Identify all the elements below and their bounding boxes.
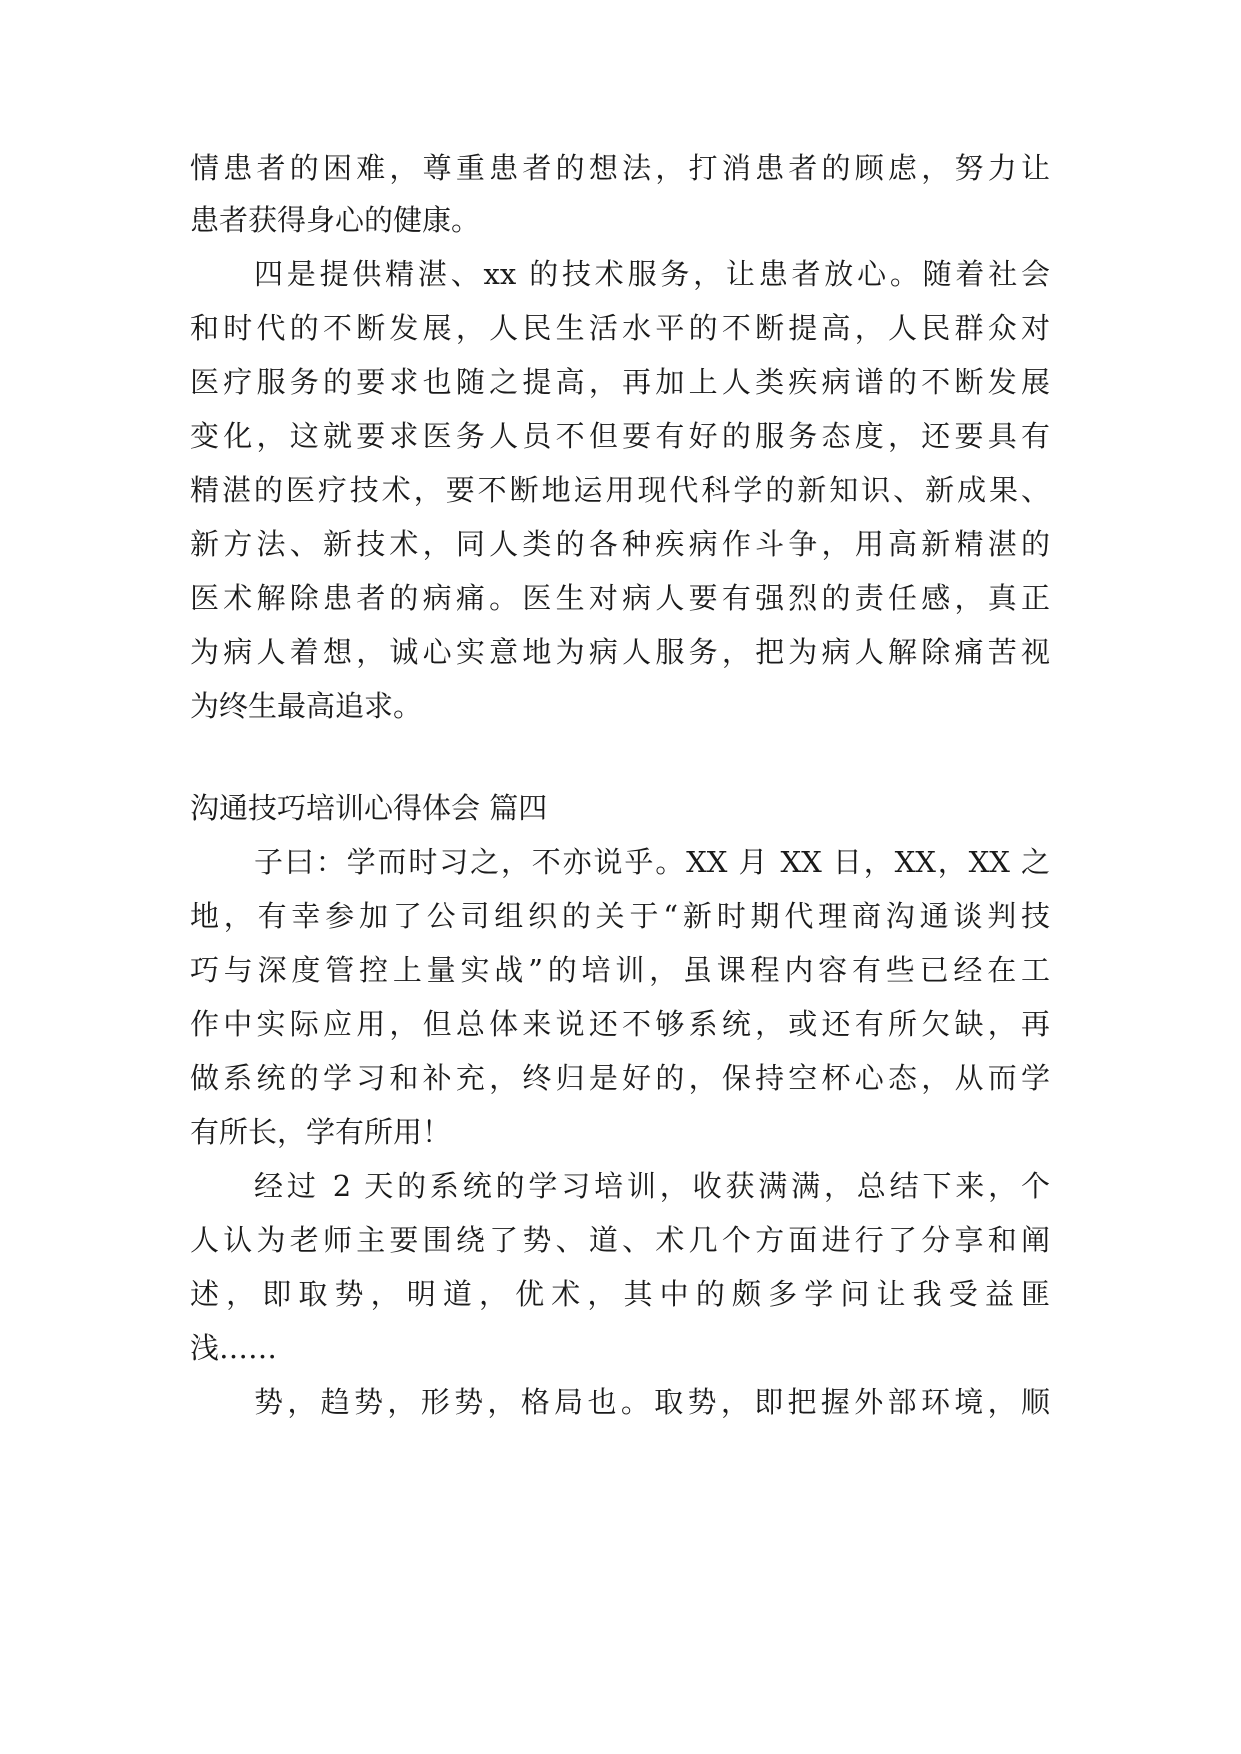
- paragraph-line: 势，趋势，形势，格局也。取势，即把握外部环境，顺: [254, 1385, 1050, 1419]
- paragraph-line: 精湛的医疗技术，要不断地运用现代科学的新知识、新成果、: [190, 473, 1050, 507]
- paragraph-line: 巧与深度管控上量实战”的培训，虽课程内容有些已经在工: [190, 953, 1050, 987]
- paragraph-line: 新方法、新技术，同人类的各种疾病作斗争，用高新精湛的: [190, 527, 1050, 561]
- paragraph-line: 人认为老师主要围绕了势、道、术几个方面进行了分享和阐: [190, 1223, 1050, 1257]
- paragraph-line: 浅……: [190, 1331, 278, 1365]
- paragraph-line: 四是提供精湛、xx 的技术服务，让患者放心。随着社会: [254, 257, 1050, 291]
- paragraph-line: 作中实际应用，但总体来说还不够系统，或还有所欠缺，再: [190, 1007, 1050, 1041]
- section-heading: 沟通技巧培训心得体会 篇四: [190, 791, 548, 825]
- paragraph-line: 变化，这就要求医务人员不但要有好的服务态度，还要具有: [190, 419, 1050, 453]
- paragraph-line: 情患者的困难，尊重患者的想法，打消患者的顾虑，努力让: [190, 151, 1050, 185]
- paragraph-line: 做系统的学习和补充，终归是好的，保持空杯心态，从而学: [190, 1061, 1050, 1095]
- paragraph-line: 有所长，学有所用！: [190, 1115, 452, 1149]
- paragraph-line: 为病人着想，诚心实意地为病人服务，把为病人解除痛苦视: [190, 635, 1050, 669]
- paragraph-line: 地，有幸参加了公司组织的关于“新时期代理商沟通谈判技: [190, 899, 1050, 933]
- paragraph-line: 患者获得身心的健康。: [190, 203, 481, 237]
- paragraph-line: 经过 2 天的系统的学习培训，收获满满，总结下来，个: [254, 1169, 1050, 1203]
- paragraph-line: 为终生最高追求。: [190, 689, 423, 723]
- paragraph-line: 和时代的不断发展，人民生活水平的不断提高，人民群众对: [190, 311, 1050, 345]
- paragraph-line: 医术解除患者的病痛。医生对病人要有强烈的责任感，真正: [190, 581, 1050, 615]
- paragraph-line: 子曰：学而时习之，不亦说乎。XX 月 XX 日，XX，XX 之: [254, 845, 1050, 879]
- paragraph-line: 医疗服务的要求也随之提高，再加上人类疾病谱的不断发展: [190, 365, 1050, 399]
- paragraph-line: 述，即取势，明道，优术，其中的颇多学问让我受益匪: [190, 1277, 1050, 1311]
